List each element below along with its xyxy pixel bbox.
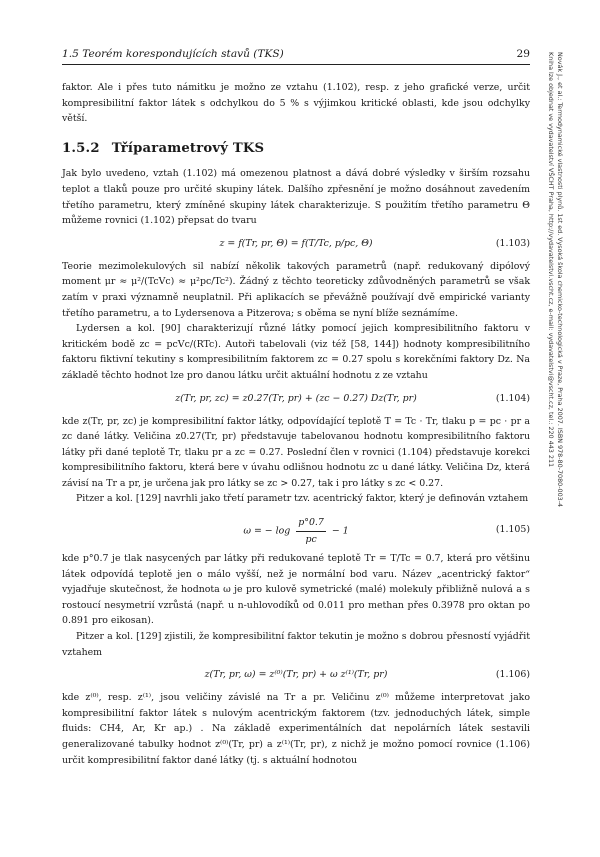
equation-rhs: − 1 (331, 525, 349, 537)
page-body (62, 80, 530, 768)
equation-number: (1.103) (495, 237, 530, 249)
paragraph-8: kde z⁽⁰⁾, resp. z⁽¹⁾, jsou veličiny závislé na Tr a pr. Veličinu z⁽⁰⁾ můžeme interpretovat jako kompresibilitní faktor látek s nulovým acentrickým faktorem (tzv. jednoduchých látek, simple fluids: CH4, Ar, Kr ap.) . Na základě experimentálních dat nepolárních látek sestavili generalizované tabulky hodnot z⁽⁰⁾(Tr, pr) a z⁽¹⁾(Tr, pr), z nichž je možno pomocí rovnice (1.106) určit kompresibilitní faktor dané látky (tj. s aktuální hodnotou (62, 692, 530, 766)
equation-1-103 (62, 233, 530, 255)
equation-fraction (296, 515, 326, 547)
section-title: Tříparametrový TKS (111, 140, 265, 156)
fraction-denominator: pc (305, 533, 317, 545)
paragraph-4: kde z(Tr, pr, zc) je kompresibilitní faktor látky, odpovídající teplotě T = Tc · Tr, tlaku p = pc · pr a zc dané látky. Veličina z0.27(Tr, pr) představuje tabelovanou hodnotu kompresibilitního faktoru látky při dané teplotě Tr, tlaku pr a zc = 0.27. Poslední člen v rovnici (1.104) představuje korekci kompresibilitního faktoru, která bere v úvahu odlišnou hodnotu zc u dané látky. Veličina Dz, která závisí na Tr a pr, je určena jak pro látky se zc > 0.27, tak i pro látky s zc < 0.27. (62, 415, 530, 489)
equation-formula: z = f(Tr, pr, Θ) = f(T/Tc, p/pc, Θ) (219, 237, 373, 249)
equation-number: (1.105) (495, 524, 530, 536)
equation-formula: z(Tr, pr, ω) = z⁽⁰⁾(Tr, pr) + ω z⁽¹⁾(Tr, pr) (204, 669, 388, 681)
sidenote-line-1: Novák J., et al.: Termodynamické vlastnosti plynů. 1st ed. Vysoká škola chemicko-technologická v Praze, Praha 2007. ISBN 978-80-7080-003-4 (556, 52, 564, 508)
equation-formula (62, 515, 530, 547)
equation-1-106 (62, 664, 530, 686)
page-number: 29 (516, 48, 530, 60)
equation-formula: z(Tr, pr, zc) = z0.27(Tr, pr) + (zc − 0.27) Dz(Tr, pr) (175, 392, 417, 404)
equation-lhs: ω = − log (243, 525, 291, 537)
running-header (62, 48, 530, 65)
paragraph-6: kde p°0.7 je tlak nasycených par látky při redukované teplotě Tr = T/Tc = 0.7, která pro většinu látek odpovídá teplotě jen o málo vyšší, než je normální bod varu. Název „acentrický faktor“ vyjadřuje skutečnost, že hodnota ω je pro kulově symetrické (malé) molekuly přibližně nulová a s rostoucí nesymetrií vzrůstá (např. u n-uhlovodíků od 0.011 pro methan přes 0.3978 pro oktan po 0.891 pro eikosan). (62, 553, 530, 627)
paragraph-7: Pitzer a kol. [129] zjistili, že kompresibilitní faktor tekutin je možno s dobrou přesností vyjádřit vztahem (62, 631, 530, 658)
equation-1-104 (62, 388, 530, 410)
equation-number: (1.104) (495, 392, 530, 404)
copyright-sidenote (546, 52, 564, 682)
paragraph-intro: faktor. Ale i přes tuto námitku je možno ze vztahu (1.102), resp. z jeho grafické verze, určit kompresibilitní faktor látek s odchylkou do 5 % s výjimkou kritické oblasti, kde jsou odchylky větší. (62, 82, 530, 125)
equation-1-105 (62, 511, 530, 547)
sidenote-line-2: Kniha lze objednat ve vydavatelství VŠCHT Praha, http://vydavatelstvi.vscht.cz, e-mail: vydavatelstvi@vscht.cz, tel.: 220 443 211 (547, 52, 555, 468)
paragraph-2: Teorie mezimolekulových sil nabízí několik takových parametrů (např. redukovaný dipólový moment μr ≈ μ²/(TcVc) ≈ μ²pc/Tc²). Žádný z těchto teoreticky zdůvodněných parametrů se však zatím v praxi významně neuplatnil. Při aplikacích se převážně používají dvě empirické varianty třetího parametru, a to Lydersenova a Pitzerova; s oběma se nyní blíže seznámíme. (62, 260, 530, 319)
fraction-numerator: p°0.7 (296, 515, 326, 532)
equation-number: (1.106) (495, 669, 530, 681)
paragraph-3: Lydersen a kol. [90] charakterizují různé látky pomocí jejich kompresibilitního faktoru v kritickém bodě zc = pcVc/(RTc). Autoři tabelovali (viz též [58, 144]) hodnoty kompresibilitního faktoru fiktivní tekutiny s kompresibilitním faktorem zc = 0.27 spolu s korekčními faktory Dz. Na základě těchto hodnot lze pro danou látku určit aktuální hodnotu z ze vztahu (62, 323, 530, 381)
section-number: 1.5.2 (62, 140, 100, 156)
paragraph-1: Jak bylo uvedeno, vztah (1.102) má omezenou platnost a dává dobré výsledky v širším rozsahu teplot a tlaků pouze pro určité skupiny látek. Dalšího zpřesnění je možno dosáhnout zavedením třetího parametru, který zmíněné skupiny látek charakterizuje. S použitím třetího parametru Θ můžeme rovnici (1.102) přepsat do tvaru (62, 168, 530, 227)
header-section-title: 1.5 Teorém korespondujících stavů (TKS) (62, 48, 284, 60)
paragraph-5: Pitzer a kol. [129] navrhli jako třetí parametr tzv. acentrický faktor, který je definován vztahem (76, 493, 529, 505)
section-heading (62, 141, 530, 157)
